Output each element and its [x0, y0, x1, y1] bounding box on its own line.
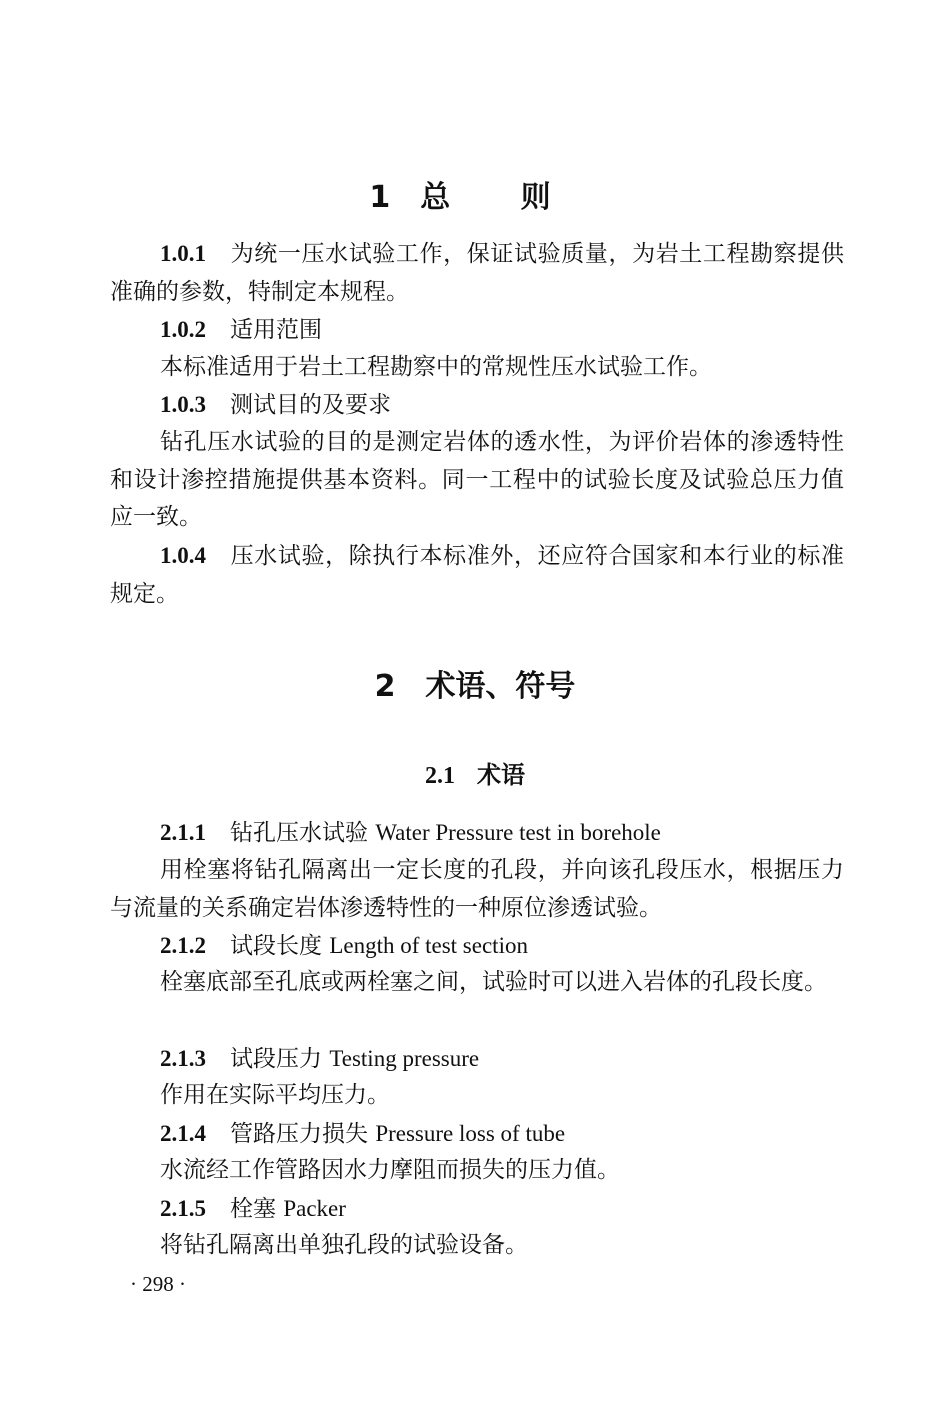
- clause-text: 压水试验，除执行本标准外，还应符合国家和本行业的标准规定。: [110, 543, 844, 607]
- term-2-1-4: [110, 1115, 844, 1154]
- chapter-number: 1: [369, 180, 391, 215]
- term-zh: 栓塞: [230, 1196, 276, 1222]
- clause-number: 1.0.3: [160, 392, 206, 417]
- clause-1-0-1: [110, 235, 844, 311]
- term-number: 2.1.1: [160, 820, 206, 845]
- term-zh: 试段压力: [230, 1046, 322, 1072]
- term-number: 2.1.4: [160, 1121, 206, 1146]
- term-definition: 水流经工作管路因水力摩阻而损失的压力值。: [160, 1157, 620, 1183]
- term-2-1-2: [110, 927, 844, 966]
- clause-body: 本标准适用于岩土工程勘察中的常规性压水试验工作。: [160, 354, 712, 380]
- term-en: Packer: [283, 1196, 346, 1221]
- term-zh: 钻孔压水试验: [230, 820, 368, 846]
- term-en: Testing pressure: [329, 1046, 480, 1071]
- page-number: · 298 ·: [130, 1272, 186, 1296]
- section-title: 术语: [477, 760, 525, 789]
- clause-text: 为统一压水试验工作，保证试验质量，为岩土工程勘察提供准确的参数，特制定本规程。: [110, 241, 844, 305]
- term-en: Pressure loss of tube: [375, 1121, 566, 1146]
- term-2-1-5: [110, 1190, 844, 1229]
- term-2-1-3: [110, 1040, 844, 1079]
- term-definition: 将钻孔隔离出单独孔段的试验设备。: [160, 1232, 528, 1258]
- clause-text: 适用范围: [230, 317, 322, 343]
- clause-1-0-3: [110, 386, 844, 425]
- term-number: 2.1.5: [160, 1196, 206, 1221]
- term-definition: 栓塞底部至孔底或两栓塞之间，试验时可以进入岩体的孔段长度。: [160, 969, 827, 995]
- term-zh: 管路压力损失: [230, 1121, 368, 1147]
- term-definition: 作用在实际平均压力。: [160, 1082, 390, 1108]
- chapter-number: 2: [374, 669, 396, 704]
- chapter-title: 术语、符号: [425, 669, 576, 704]
- clause-number: 1.0.1: [160, 241, 206, 266]
- term-number: 2.1.3: [160, 1046, 206, 1071]
- term-definition: 用栓塞将钻孔隔离出一定长度的孔段，并向该孔段压水，根据压力与流量的关系确定岩体渗透特性的一种原位渗透试验。: [110, 857, 844, 921]
- term-zh: 试段长度: [230, 933, 322, 959]
- clause-1-0-4: [110, 537, 844, 613]
- chapter-1-heading: [0, 178, 950, 218]
- clause-number: 1.0.4: [160, 543, 206, 568]
- section-2-1-heading: [0, 759, 950, 792]
- section-number: 2.1: [425, 763, 455, 789]
- chapter-title: 总 则: [420, 180, 581, 215]
- term-2-1-1: [110, 814, 844, 853]
- clause-body: 钻孔压水试验的目的是测定岩体的透水性，为评价岩体的渗透特性和设计渗控措施提供基本资料。同一工程中的试验长度及试验总压力值应一致。: [110, 429, 844, 530]
- term-en: Length of test section: [329, 933, 528, 958]
- clause-number: 1.0.2: [160, 317, 206, 342]
- clause-text: 测试目的及要求: [230, 392, 391, 418]
- clause-1-0-2: [110, 311, 844, 350]
- chapter-2-heading: [0, 667, 950, 707]
- term-en: Water Pressure test in borehole: [375, 820, 661, 845]
- term-number: 2.1.2: [160, 933, 206, 958]
